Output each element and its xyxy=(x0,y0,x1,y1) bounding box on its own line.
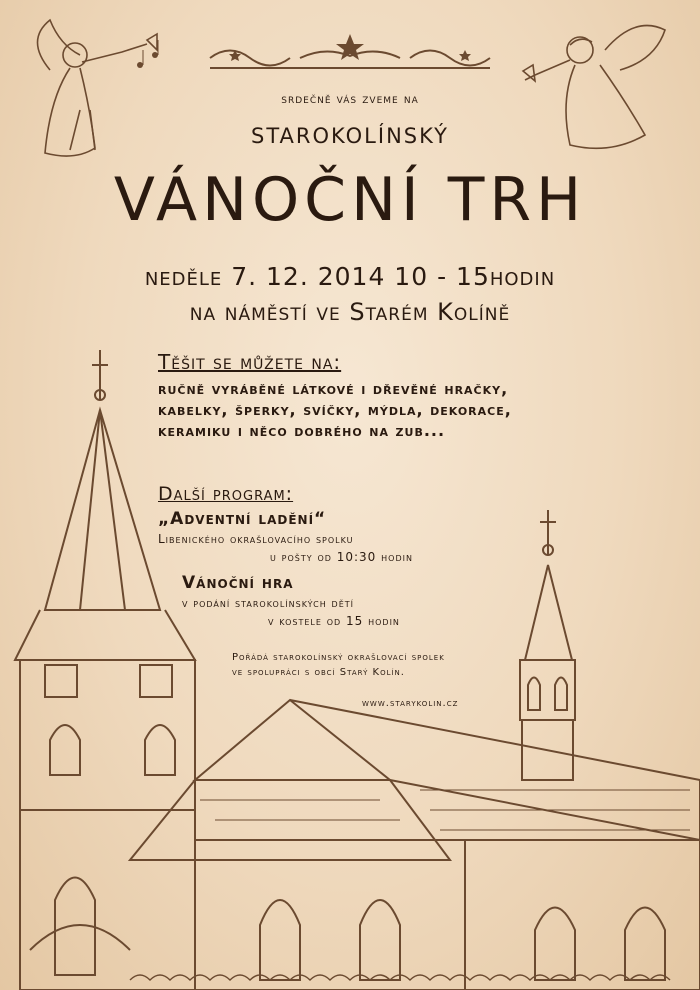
offer-line: ručně vyráběné látkové i dřevěné hračky, xyxy=(158,379,509,398)
program-event-line: v kostele od 15 hodin xyxy=(268,614,400,628)
program-heading: Další program: xyxy=(158,483,294,505)
organizer-text: ve spolupráci s obcí Starý Kolín. xyxy=(232,667,405,678)
offer-line: keramiku i něco dobrého na zub... xyxy=(158,421,446,440)
offer-heading: Těšit se můžete na: xyxy=(158,350,342,374)
program-event-title: Vánoční hra xyxy=(182,573,294,593)
invite-text: srdečně vás zveme na xyxy=(281,92,419,107)
website-link[interactable]: www.starykolin.cz xyxy=(362,698,459,709)
program-event-line: Libenického okrašlovacího spolku xyxy=(158,532,354,546)
event-place: na náměstí ve Starém Kolíně xyxy=(189,298,511,326)
church-drawing xyxy=(0,340,700,990)
event-title: VÁNOČNÍ TRH xyxy=(113,165,587,235)
program-event-line: u pošty od 10:30 hodin xyxy=(270,550,413,564)
organizer-text: Pořádá starokolínský okrašlovací spolek xyxy=(232,652,445,663)
offer-line: kabelky, šperky, svíčky, mýdla, dekorace, xyxy=(158,400,512,419)
event-subtitle: starokolínský xyxy=(251,116,449,151)
event-date: neděle 7. 12. 2014 10 - 15hodin xyxy=(144,262,556,291)
ornament-star-icon xyxy=(200,28,500,78)
program-event-title: „Adventní ladění“ xyxy=(158,509,327,529)
program-event-line: v podání starokolínských dětí xyxy=(182,596,355,610)
